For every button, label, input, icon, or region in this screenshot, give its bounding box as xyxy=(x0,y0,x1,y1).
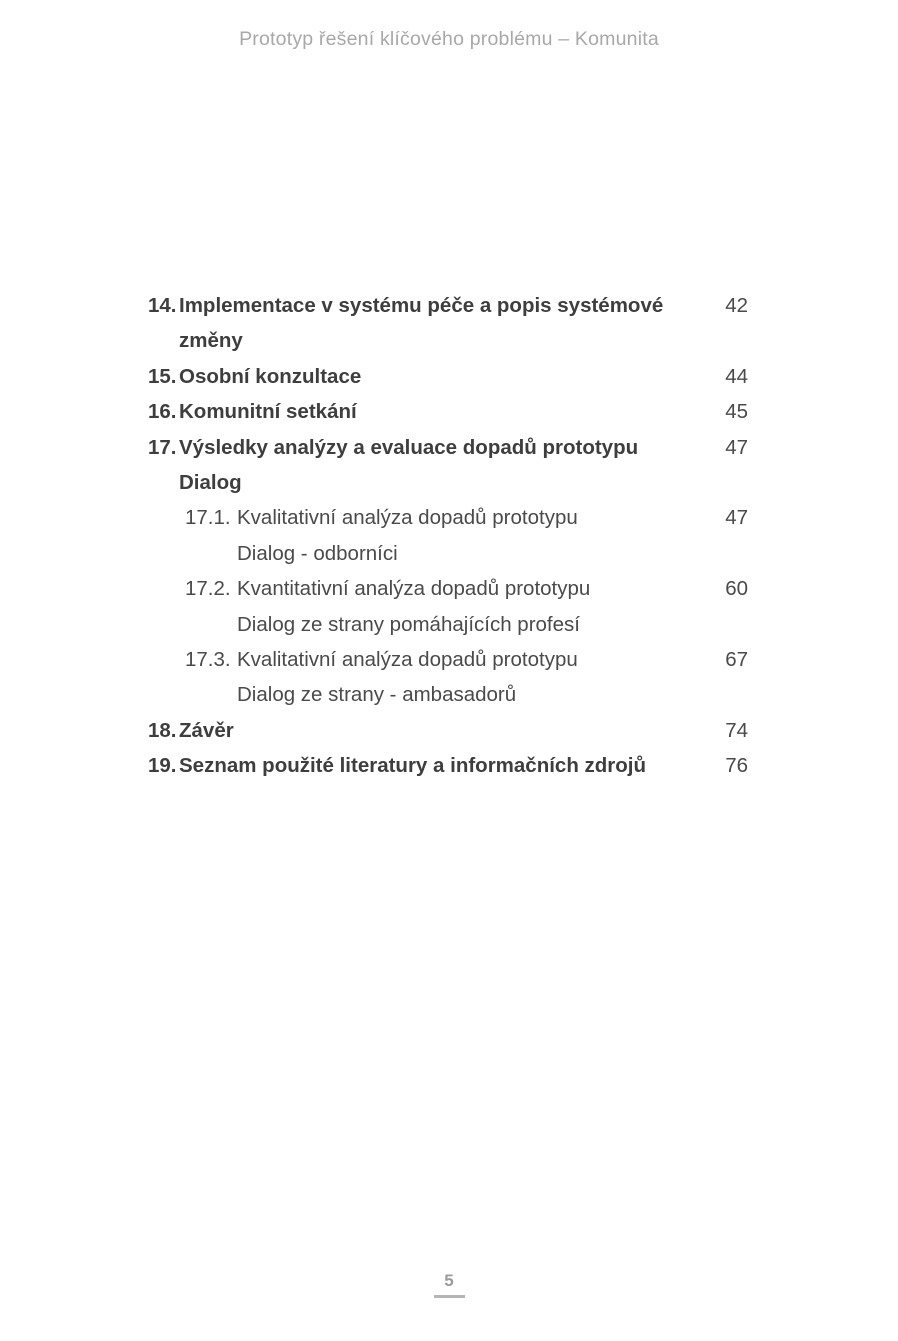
toc-entry-number: 16. xyxy=(148,400,177,424)
toc-entry-number: 19. xyxy=(148,754,177,778)
toc-entry-page: 76 xyxy=(725,754,748,778)
toc-entry-page: 45 xyxy=(725,400,748,424)
toc-entry-title: Výsledky analýzy a evaluace dopadů prototypu Dialog xyxy=(179,435,639,495)
toc-entry-title: Komunitní setkání xyxy=(179,400,357,424)
toc-entry xyxy=(148,713,748,748)
toc-entry-page: 60 xyxy=(725,577,748,601)
table-of-contents xyxy=(148,288,748,784)
toc-entry-title: Implementace v systému péče a popis systémové změny xyxy=(179,294,664,353)
page-header-title: Prototyp řešení klíčového problému – Komunita xyxy=(239,28,659,50)
toc-entry xyxy=(148,359,748,394)
toc-entry xyxy=(148,394,748,429)
page-footer xyxy=(0,1270,898,1298)
toc-entry-number: 17. xyxy=(148,435,177,459)
toc-entry-number: 18. xyxy=(148,718,177,742)
toc-entry xyxy=(148,748,748,783)
toc-entry-title: Závěr xyxy=(179,718,234,742)
toc-entry-title: Kvantitativní analýza dopadů prototypu Dialog ze strany pomáhajících profesí xyxy=(237,577,591,636)
toc-entry-number: 17.2. xyxy=(185,577,231,601)
toc-entry-page: 44 xyxy=(725,364,748,388)
toc-entry-page: 74 xyxy=(725,718,748,742)
toc-entry-title: Osobní konzultace xyxy=(179,364,362,388)
toc-entry xyxy=(148,642,748,713)
toc-entry-number: 17.3. xyxy=(185,648,231,672)
toc-entry-number: 14. xyxy=(148,294,177,317)
toc-entry-page: 47 xyxy=(725,506,748,530)
toc-entry xyxy=(148,500,748,571)
toc-entry-number: 15. xyxy=(148,364,177,388)
toc-entry-title: Kvalitativní analýza dopadů prototypu Dialog ze strany - ambasadorů xyxy=(237,648,578,707)
toc-entry xyxy=(148,571,748,642)
toc-entry-title: Kvalitativní analýza dopadů prototypu Dialog - odborníci xyxy=(237,506,578,565)
toc-entry-title: Seznam použité literatury a informačních zdrojů xyxy=(179,754,647,778)
footer-rule xyxy=(434,1295,465,1298)
toc-entry-page: 47 xyxy=(725,435,748,459)
toc-entry-page: 67 xyxy=(725,648,748,672)
footer-page-number: 5 xyxy=(444,1271,454,1290)
toc-entry xyxy=(148,430,748,501)
toc-entry xyxy=(148,288,748,359)
toc-entry-page: 42 xyxy=(725,294,748,317)
toc-entry-number: 17.1. xyxy=(185,506,231,530)
